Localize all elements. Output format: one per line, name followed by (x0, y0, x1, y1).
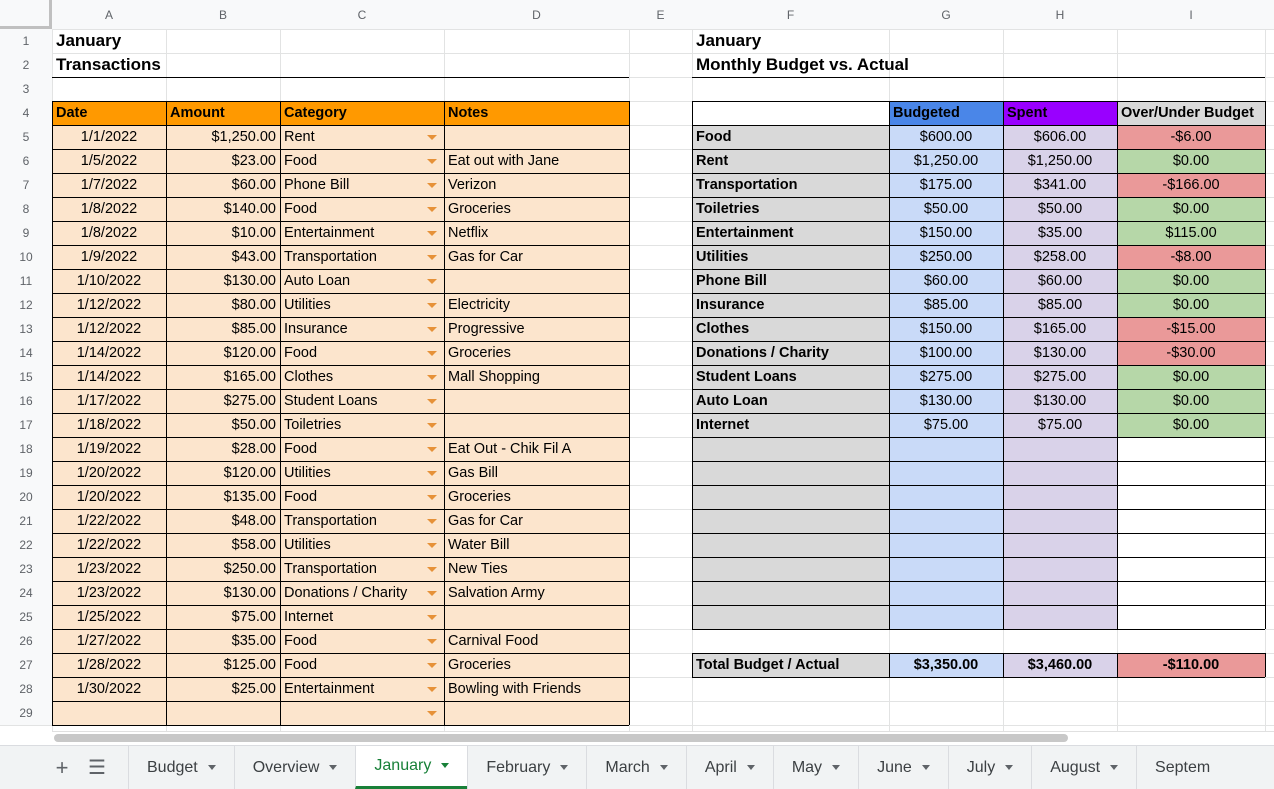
chevron-down-icon[interactable] (427, 255, 437, 260)
transaction-category[interactable] (280, 701, 444, 725)
tab-label: July (966, 758, 996, 776)
transactions-header-notes[interactable]: Notes (448, 105, 489, 121)
transaction-notes[interactable]: Gas for Car (448, 249, 523, 265)
transaction-notes[interactable]: Electricity (448, 297, 511, 313)
row-header-23[interactable]: 23 (0, 557, 52, 581)
total-spent[interactable]: $3,460.00 (1027, 657, 1093, 673)
transactions-header-amount[interactable]: Amount (170, 105, 225, 121)
transaction-amount[interactable]: $25.00 (231, 681, 276, 697)
select-all-corner[interactable] (0, 0, 52, 29)
row-header-9[interactable]: 9 (0, 221, 52, 245)
chevron-down-icon[interactable] (427, 567, 437, 572)
row-header-5[interactable]: 5 (0, 125, 52, 149)
transaction-category[interactable]: Transportation (284, 561, 377, 577)
transaction-notes[interactable] (444, 413, 629, 437)
transaction-date[interactable]: 1/10/2022 (76, 273, 142, 289)
transaction-category[interactable]: Food (284, 345, 318, 361)
budget-category[interactable]: Internet (696, 417, 750, 433)
chevron-down-icon[interactable] (427, 543, 437, 548)
column-header-blank (1265, 0, 1274, 29)
budget-spent[interactable]: $130.00 (1033, 345, 1087, 361)
transaction-date[interactable]: 1/19/2022 (76, 441, 142, 457)
transaction-category[interactable]: Rent (284, 129, 315, 145)
budget-budgeted[interactable]: $275.00 (919, 369, 973, 385)
chevron-down-icon[interactable] (427, 495, 437, 500)
budget-category[interactable]: Donations / Charity (696, 345, 829, 361)
transaction-notes[interactable]: Progressive (448, 321, 525, 337)
tab-label: January (374, 756, 432, 774)
transaction-date[interactable]: 1/7/2022 (80, 177, 138, 193)
chevron-down-icon[interactable] (427, 135, 437, 140)
budget-budgeted[interactable]: $60.00 (923, 273, 969, 289)
chevron-down-icon[interactable] (427, 231, 437, 236)
row-header-7[interactable]: 7 (0, 173, 52, 197)
transaction-amount[interactable]: $23.00 (231, 153, 276, 169)
transaction-category[interactable]: Toiletries (284, 417, 342, 433)
transaction-category[interactable]: Insurance (284, 321, 348, 337)
budget-over-under[interactable]: $0.00 (1172, 369, 1210, 385)
transaction-notes[interactable] (444, 269, 629, 293)
chevron-down-icon[interactable] (427, 687, 437, 692)
chevron-down-icon[interactable] (427, 615, 437, 620)
total-over-under[interactable]: -$110.00 (1162, 657, 1220, 673)
chevron-down-icon[interactable] (747, 765, 755, 770)
row-header-12[interactable]: 12 (0, 293, 52, 317)
transaction-category[interactable]: Internet (284, 609, 334, 625)
column-header-a[interactable]: A (52, 0, 166, 29)
chevron-down-icon[interactable] (427, 447, 437, 452)
budget-over-under[interactable]: $0.00 (1172, 297, 1210, 313)
tab-budget[interactable] (128, 746, 234, 789)
chevron-down-icon[interactable] (427, 471, 437, 476)
transaction-date[interactable]: 1/20/2022 (76, 489, 142, 505)
row-header-20[interactable]: 20 (0, 485, 52, 509)
transaction-notes[interactable] (444, 701, 629, 725)
transaction-date[interactable]: 1/14/2022 (76, 345, 142, 361)
transaction-notes[interactable]: Salvation Army (448, 585, 545, 601)
transaction-notes[interactable]: New Ties (448, 561, 508, 577)
sheet-tabs (128, 746, 1228, 789)
transaction-notes[interactable]: Gas for Car (448, 513, 523, 529)
chevron-down-icon[interactable] (427, 375, 437, 380)
budget-spent[interactable]: $60.00 (1037, 273, 1083, 289)
budget-month-title[interactable]: January (696, 31, 762, 50)
menu-icon[interactable]: ☰ (88, 757, 106, 779)
transaction-category[interactable]: Food (284, 441, 318, 457)
transaction-category[interactable]: Clothes (284, 369, 334, 385)
budget-budgeted[interactable]: $150.00 (919, 321, 973, 337)
transaction-category[interactable]: Phone Bill (284, 177, 350, 193)
column-header-f[interactable]: F (692, 0, 889, 29)
budget-budgeted[interactable]: $130.00 (919, 393, 973, 409)
chevron-down-icon[interactable] (427, 351, 437, 356)
transaction-amount[interactable]: $75.00 (231, 609, 276, 625)
transaction-date[interactable]: 1/9/2022 (80, 249, 138, 265)
tab-label: Budget (147, 758, 198, 776)
total-budgeted[interactable]: $3,350.00 (913, 657, 979, 673)
transaction-notes[interactable] (444, 125, 629, 149)
transaction-date[interactable]: 1/18/2022 (76, 417, 142, 433)
budget-spent[interactable]: $341.00 (1033, 177, 1087, 193)
transaction-amount[interactable]: $80.00 (231, 297, 276, 313)
budget-over-under[interactable]: -$8.00 (1170, 249, 1212, 265)
budget-spent[interactable]: $50.00 (1037, 201, 1083, 217)
budget-spent[interactable]: $75.00 (1037, 417, 1083, 433)
transactions-header-date[interactable]: Date (56, 105, 88, 121)
row-header-29[interactable]: 29 (0, 701, 52, 725)
transaction-date[interactable]: 1/8/2022 (80, 201, 138, 217)
transaction-date[interactable]: 1/25/2022 (76, 609, 142, 625)
row-header-27[interactable]: 27 (0, 653, 52, 677)
row-header-22[interactable]: 22 (0, 533, 52, 557)
transaction-amount[interactable]: $50.00 (231, 417, 276, 433)
chevron-down-icon[interactable] (427, 327, 437, 332)
transaction-date[interactable]: 1/22/2022 (76, 513, 142, 529)
chevron-down-icon[interactable] (427, 159, 437, 164)
budget-header-budgeted[interactable]: Budgeted (893, 105, 960, 121)
transaction-notes[interactable]: Netflix (448, 225, 489, 241)
transaction-date[interactable]: 1/30/2022 (76, 681, 142, 697)
budget-over-under[interactable]: $0.00 (1172, 273, 1210, 289)
transaction-amount[interactable]: $135.00 (223, 489, 276, 505)
row-header-8[interactable]: 8 (0, 197, 52, 221)
transaction-date[interactable]: 1/1/2022 (80, 129, 138, 145)
transaction-notes[interactable]: Eat out with Jane (448, 153, 560, 169)
transaction-category[interactable]: Auto Loan (284, 273, 351, 289)
budget-budgeted[interactable]: $150.00 (919, 225, 973, 241)
chevron-down-icon[interactable] (660, 765, 668, 770)
column-header-d[interactable]: D (444, 0, 629, 29)
row-header-10[interactable]: 10 (0, 245, 52, 269)
row-header-25[interactable]: 25 (0, 605, 52, 629)
chevron-down-icon[interactable] (427, 711, 437, 716)
transaction-date[interactable]: 1/23/2022 (76, 561, 142, 577)
chevron-down-icon[interactable] (427, 639, 437, 644)
sheet-tab-bar (0, 745, 1274, 789)
transaction-amount[interactable]: $35.00 (231, 633, 276, 649)
budget-over-under[interactable]: $0.00 (1172, 153, 1210, 169)
row-header-1[interactable]: 1 (0, 29, 52, 53)
transaction-notes[interactable]: Groceries (448, 489, 511, 505)
transaction-date[interactable]: 1/28/2022 (76, 657, 142, 673)
transaction-category[interactable]: Transportation (284, 249, 377, 265)
transaction-category[interactable]: Utilities (284, 537, 331, 553)
transaction-amount[interactable]: $10.00 (231, 225, 276, 241)
transaction-amount[interactable]: $85.00 (231, 321, 276, 337)
horizontal-scrollbar[interactable] (54, 734, 1068, 742)
transaction-notes[interactable]: Gas Bill (448, 465, 498, 481)
tab-august[interactable] (1031, 746, 1136, 789)
tab-overview[interactable] (234, 746, 356, 789)
budget-spent[interactable]: $130.00 (1033, 393, 1087, 409)
budget-over-under[interactable]: -$166.00 (1162, 177, 1220, 193)
transaction-notes[interactable]: Carnival Food (448, 633, 539, 649)
budget-category[interactable]: Clothes (696, 321, 750, 337)
column-header-h[interactable]: H (1003, 0, 1117, 29)
budget-spent[interactable]: $606.00 (1033, 129, 1087, 145)
row-header-24[interactable]: 24 (0, 581, 52, 605)
chevron-down-icon[interactable] (441, 763, 449, 768)
tab-january[interactable] (355, 745, 467, 789)
budget-budgeted[interactable]: $175.00 (919, 177, 973, 193)
chevron-down-icon[interactable] (427, 303, 437, 308)
tab-march[interactable] (586, 746, 685, 789)
transaction-notes[interactable]: Eat Out - Chik Fil A (448, 441, 572, 457)
budget-over-under[interactable]: $0.00 (1172, 393, 1210, 409)
budget-budgeted[interactable]: $250.00 (919, 249, 973, 265)
row-header-13[interactable]: 13 (0, 317, 52, 341)
budget-category[interactable]: Entertainment (696, 225, 794, 241)
tab-label: Septem (1155, 758, 1211, 776)
transaction-amount[interactable]: $275.00 (223, 393, 276, 409)
budget-spent[interactable]: $1,250.00 (1027, 153, 1093, 169)
transaction-notes[interactable]: Groceries (448, 345, 511, 361)
budget-spent[interactable]: $85.00 (1037, 297, 1083, 313)
budget-category[interactable]: Transportation (696, 177, 798, 193)
chevron-down-icon[interactable] (427, 591, 437, 596)
row-header-21[interactable]: 21 (0, 509, 52, 533)
transaction-amount[interactable]: $130.00 (223, 585, 276, 601)
chevron-down-icon[interactable] (427, 183, 437, 188)
budget-category[interactable]: Insurance (696, 297, 765, 313)
transaction-amount[interactable]: $250.00 (223, 561, 276, 577)
chevron-down-icon[interactable] (427, 663, 437, 668)
budget-category[interactable]: Toiletries (696, 201, 760, 217)
transaction-category[interactable]: Food (284, 201, 318, 217)
transaction-category[interactable]: Utilities (284, 297, 331, 313)
transaction-amount[interactable]: $48.00 (231, 513, 276, 529)
transaction-amount[interactable]: $28.00 (231, 441, 276, 457)
transaction-date[interactable] (52, 701, 166, 725)
column-header-e[interactable]: E (629, 0, 692, 29)
chevron-down-icon[interactable] (427, 519, 437, 524)
transaction-notes[interactable]: Groceries (448, 657, 511, 673)
total-label[interactable]: Total Budget / Actual (696, 657, 840, 673)
transaction-category[interactable]: Food (284, 153, 318, 169)
transaction-date[interactable]: 1/22/2022 (76, 537, 142, 553)
row-header-18[interactable]: 18 (0, 437, 52, 461)
transaction-date[interactable]: 1/12/2022 (76, 297, 142, 313)
tab-may[interactable] (773, 746, 858, 789)
transaction-date[interactable]: 1/17/2022 (76, 393, 142, 409)
transaction-category[interactable]: Food (284, 633, 318, 649)
transaction-date[interactable]: 1/8/2022 (80, 225, 138, 241)
transaction-amount[interactable]: $125.00 (223, 657, 276, 673)
transaction-amount[interactable]: $58.00 (231, 537, 276, 553)
transaction-date[interactable]: 1/27/2022 (76, 633, 142, 649)
transaction-date[interactable]: 1/20/2022 (76, 465, 142, 481)
row-header-15[interactable]: 15 (0, 365, 52, 389)
tab-july[interactable] (948, 746, 1031, 789)
budget-category[interactable]: Student Loans (696, 369, 797, 385)
transaction-notes[interactable]: Mall Shopping (448, 369, 540, 385)
transaction-amount[interactable]: $130.00 (223, 273, 276, 289)
tab-label: May (791, 758, 823, 776)
transaction-amount[interactable] (166, 701, 280, 725)
tab-label: Overview (252, 758, 320, 776)
budget-category[interactable]: Food (696, 129, 732, 145)
column-header-i[interactable]: I (1117, 0, 1265, 29)
tab-june[interactable] (858, 746, 948, 789)
transaction-date[interactable]: 1/23/2022 (76, 585, 142, 601)
transaction-amount[interactable]: $165.00 (223, 369, 276, 385)
budget-over-under[interactable]: -$6.00 (1170, 129, 1212, 145)
chevron-down-icon[interactable] (427, 399, 437, 404)
row-header-16[interactable]: 16 (0, 389, 52, 413)
budget-spent[interactable]: $258.00 (1033, 249, 1087, 265)
transaction-category[interactable]: Entertainment (284, 681, 375, 697)
tab-label: February (486, 758, 551, 776)
transactions-header-category[interactable]: Category (284, 105, 347, 121)
budget-over-under[interactable]: $0.00 (1172, 417, 1210, 433)
row-header-4[interactable]: 4 (0, 101, 52, 125)
tab-label: March (605, 758, 650, 776)
row-header-6[interactable]: 6 (0, 149, 52, 173)
budget-budgeted[interactable]: $50.00 (923, 201, 969, 217)
transaction-date[interactable]: 1/12/2022 (76, 321, 142, 337)
transactions-month-title[interactable]: January (56, 31, 122, 50)
transaction-date[interactable]: 1/5/2022 (80, 153, 138, 169)
transaction-category[interactable]: Food (284, 657, 318, 673)
transaction-category[interactable]: Utilities (284, 465, 331, 481)
transaction-notes[interactable] (444, 389, 629, 413)
transaction-category[interactable]: Donations / Charity (284, 585, 408, 601)
tab-april[interactable] (686, 746, 773, 789)
budget-category[interactable]: Utilities (696, 249, 749, 265)
budget-budgeted[interactable]: $85.00 (923, 297, 969, 313)
budget-header-over-under-budget[interactable]: Over/Under Budget (1121, 105, 1254, 121)
tab-february[interactable] (467, 746, 586, 789)
transaction-category[interactable]: Student Loans (284, 393, 378, 409)
row-header-17[interactable]: 17 (0, 413, 52, 437)
column-header-g[interactable]: G (889, 0, 1003, 29)
budget-over-under[interactable]: -$15.00 (1166, 321, 1216, 337)
budget-title[interactable]: Monthly Budget vs. Actual (696, 55, 909, 74)
budget-category[interactable]: Phone Bill (696, 273, 767, 289)
chevron-down-icon[interactable] (427, 279, 437, 284)
budget-over-under[interactable]: $0.00 (1172, 201, 1210, 217)
transaction-category[interactable]: Transportation (284, 513, 377, 529)
row-header-19[interactable]: 19 (0, 461, 52, 485)
transaction-amount[interactable]: $43.00 (231, 249, 276, 265)
transaction-amount[interactable]: $120.00 (223, 345, 276, 361)
budget-spent[interactable]: $165.00 (1033, 321, 1087, 337)
tab-septem[interactable] (1136, 746, 1228, 789)
transaction-notes[interactable]: Verizon (448, 177, 497, 193)
row-header-2[interactable]: 2 (0, 53, 52, 77)
transaction-amount[interactable]: $140.00 (223, 201, 276, 217)
chevron-down-icon[interactable] (1005, 765, 1013, 770)
row-header-28[interactable]: 28 (0, 677, 52, 701)
transaction-notes[interactable]: Groceries (448, 201, 511, 217)
budget-budgeted[interactable]: $1,250.00 (913, 153, 979, 169)
transaction-notes[interactable]: Water Bill (448, 537, 510, 553)
budget-header-spent[interactable]: Spent (1007, 105, 1048, 121)
transaction-category[interactable]: Food (284, 489, 318, 505)
budget-spent[interactable]: $275.00 (1033, 369, 1087, 385)
transaction-notes[interactable] (444, 605, 629, 629)
budget-budgeted[interactable]: $600.00 (919, 129, 973, 145)
transaction-notes[interactable]: Bowling with Friends (448, 681, 581, 697)
transaction-amount[interactable]: $120.00 (223, 465, 276, 481)
budget-budgeted[interactable]: $75.00 (923, 417, 969, 433)
budget-spent[interactable]: $35.00 (1037, 225, 1083, 241)
chevron-down-icon[interactable] (329, 765, 337, 770)
chevron-down-icon[interactable] (922, 765, 930, 770)
transaction-amount[interactable]: $1,250.00 (211, 129, 276, 145)
tab-label: August (1050, 758, 1101, 776)
budget-budgeted[interactable]: $100.00 (919, 345, 973, 361)
column-header-c[interactable]: C (280, 0, 444, 29)
chevron-down-icon[interactable] (832, 765, 840, 770)
chevron-down-icon[interactable] (208, 765, 216, 770)
row-header-26[interactable]: 26 (0, 629, 52, 653)
budget-category[interactable]: Auto Loan (696, 393, 768, 409)
plus-icon[interactable]: + (55, 754, 69, 780)
tab-label: June (877, 758, 912, 776)
chevron-down-icon[interactable] (1110, 765, 1118, 770)
budget-over-under[interactable]: $115.00 (1165, 225, 1217, 241)
transaction-amount[interactable]: $60.00 (231, 177, 276, 193)
chevron-down-icon[interactable] (427, 423, 437, 428)
transaction-date[interactable]: 1/14/2022 (76, 369, 142, 385)
transaction-category[interactable]: Entertainment (284, 225, 375, 241)
row-header-14[interactable]: 14 (0, 341, 52, 365)
chevron-down-icon[interactable] (560, 765, 568, 770)
row-header-11[interactable]: 11 (0, 269, 52, 293)
budget-over-under[interactable]: -$30.00 (1166, 345, 1216, 361)
chevron-down-icon[interactable] (427, 207, 437, 212)
budget-category[interactable]: Rent (696, 153, 729, 169)
tab-label: April (704, 758, 737, 776)
transactions-title[interactable]: Transactions (56, 55, 161, 74)
column-header-b[interactable]: B (166, 0, 280, 29)
row-header-3[interactable]: 3 (0, 77, 52, 101)
